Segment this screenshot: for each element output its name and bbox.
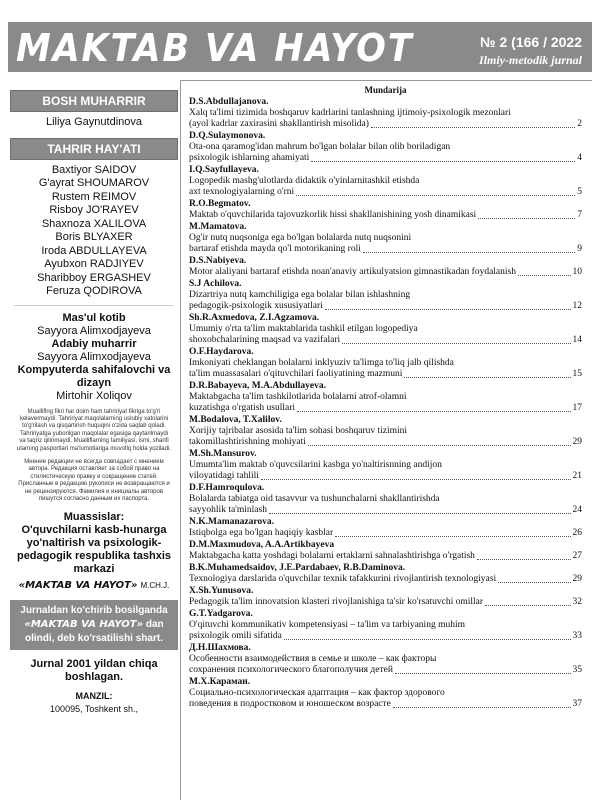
literary-editor-name: Sayyora Alimxodjayeva: [37, 350, 151, 363]
toc-author: М.Х.Караман.: [189, 677, 251, 687]
toc-author: M.Bodalova, T.Xalilov.: [189, 415, 282, 425]
toc-title-line: [189, 267, 582, 278]
layout-designer-label: Kompyuterda sahifalovchi va dizayn: [17, 363, 171, 389]
toc-entry: [189, 313, 582, 346]
toc-title-text: Xorijiy tajribalar asosida ta'lim sohasi boshqaruv tizimini: [189, 426, 408, 436]
toc-entry: [189, 517, 582, 539]
toc-title-text: psixologik ishlarning ahamiyati: [189, 153, 310, 163]
divider: [14, 305, 174, 306]
toc-entry: [189, 449, 582, 482]
toc-author: S.J Achilova.: [189, 279, 242, 289]
toc-leader-dots: [393, 707, 571, 708]
toc-title-line: [189, 324, 582, 335]
toc-page-number: 29: [572, 574, 582, 584]
toc-title-line: [189, 665, 582, 676]
toc-page-number: 7: [577, 210, 582, 220]
toc-title-text: Bolalarda tabiatga oid tasavvur va tushunchalarni shakllantirishda: [189, 494, 440, 504]
toc-entry: [189, 381, 582, 414]
toc-title-text: bartaraf etishda mayda qo'l motorikaning roli: [189, 244, 361, 254]
toc-title-text: Og'ir nutq nuqsoniga ega bo'lgan bolalarda nutq nuqsonini: [189, 233, 412, 243]
toc-title-line: [189, 620, 582, 631]
toc-entry: [189, 415, 582, 448]
toc-title-text: pedagogik-psixologik xususiyatlari: [189, 301, 323, 311]
toc-leader-dots: [518, 275, 571, 276]
board-member: Shaxnoza XALILOVA: [41, 217, 147, 230]
toc-title-line: [189, 119, 582, 130]
toc-leader-dots: [477, 559, 571, 560]
founders-text: O'quvchilarni kasb-hunarga yo'naltirish va psixologik-pedagogik respublika tashxis markazi: [16, 524, 172, 576]
toc-entry: [189, 131, 582, 164]
toc-title-text: поведения в подростковом и юношеском возрасте: [189, 699, 391, 709]
toc-page-number: 32: [572, 597, 582, 607]
toc-title-line: [189, 437, 582, 448]
contents-title: Mundarija: [364, 85, 407, 95]
chief-editor-name: Liliya Gaynutdinova: [45, 116, 142, 128]
toc-title-text: Motor alaliyani bartaraf etishda noan'anaviy artikulyatsion gimnastikadan foydalanish: [189, 267, 516, 277]
toc-author: M.Mamatova.: [189, 222, 247, 232]
toc-title-line: [189, 176, 582, 187]
toc-leader-dots: [363, 252, 575, 253]
address-line: 100095, Toshkent sh.,: [50, 704, 138, 715]
editorial-board-list: [10, 164, 178, 299]
toc-title-line: [189, 699, 582, 710]
founders-suffix: M.CH.J.: [140, 581, 170, 591]
toc-leader-dots: [498, 582, 570, 583]
editorial-sidebar: [10, 82, 178, 800]
toc-leader-dots: [371, 127, 575, 128]
board-member: Feruza QODIROVA: [46, 285, 142, 297]
toc-title-line: [189, 597, 582, 608]
board-member: Boris BLYAXER: [55, 231, 133, 243]
toc-leader-dots: [296, 195, 575, 196]
toc-title-line: [189, 471, 582, 482]
toc-title-text: Социально-психологическая адаптация – как фактор здорового: [189, 688, 445, 698]
toc-leader-dots: [261, 479, 571, 480]
reprint-logo: «MAKTAB VA HAYOT»: [24, 619, 144, 631]
toc-title-line: [189, 210, 582, 221]
toc-title-line: [189, 654, 582, 665]
toc-title-line: [189, 426, 582, 437]
toc-leader-dots: [342, 343, 570, 344]
toc-author: M.Sh.Mansurov.: [189, 449, 257, 459]
chief-editor-heading: BOSH MUHARRIR: [10, 90, 178, 112]
reprint-prefix: Jurnaldan ko'chirib bosilganda: [20, 605, 168, 617]
toc-title-text: viloyatidagi tahlili: [189, 471, 259, 481]
toc-leader-dots: [311, 161, 575, 162]
toc-entry: [189, 199, 582, 221]
toc-page-number: 37: [572, 699, 582, 709]
toc-title-text: Ota-ona qaramog'idan mahrum bo'lgan bolalar bilan olib boriladigan: [189, 142, 451, 152]
board-member: Ayubxon RADJIYEV: [44, 258, 144, 270]
board-member: Baxtiyor SAIDOV: [51, 163, 137, 176]
toc-title-line: [189, 574, 582, 585]
toc-author: D.Q.Sulaymonova.: [189, 131, 266, 141]
toc-list: [189, 97, 582, 710]
editorial-note-ru: Мнение редакции не всегда совпадает с мнением автора. Редакция оставляет за собой право на стилистическую правку и сокращение статей. Присланные в редакцию рукописи не возвращаются и не рецензируются. Фамилия и инициалы авторов пишутся согласно данным их паспорта.: [18, 458, 170, 502]
founders-logo: «MAKTAB VA HAYOT»: [18, 580, 138, 592]
board-member: Iroda ABDULLAYEVA: [41, 244, 147, 257]
toc-author: Sh.R.Axmedova, Z.I.Agzamova.: [189, 313, 320, 323]
toc-title-text: Umumiy o'rta ta'lim maktablarida tashkil etilgan logopediya: [189, 324, 418, 334]
toc-author: R.O.Begmatov.: [189, 199, 251, 209]
toc-title-text: сохранения психологического благополучия детей: [189, 665, 393, 675]
toc-author: X.Sh.Yunusova.: [189, 586, 254, 596]
toc-title-line: [189, 290, 582, 301]
toc-title-text: takomillashtirishning mohiyati: [189, 437, 306, 447]
toc-entry: [189, 165, 582, 198]
toc-entry: [189, 563, 582, 585]
toc-entry: [189, 222, 582, 255]
toc-leader-dots: [284, 639, 571, 640]
toc-leader-dots: [297, 411, 570, 412]
journal-header: [8, 22, 592, 72]
toc-title-line: [189, 142, 582, 153]
toc-title-line: [189, 233, 582, 244]
toc-title-text: Pedagogik ta'lim innovatsion klasteri rivojlanishiga ta'sir ko'rsatuvchi omillar: [189, 597, 484, 607]
toc-entry: [189, 279, 582, 312]
toc-entry: [189, 677, 582, 710]
toc-entry: [189, 256, 582, 278]
toc-page-number: 27: [572, 551, 582, 561]
toc-leader-dots: [335, 536, 570, 537]
toc-page-number: 4: [577, 153, 582, 163]
toc-leader-dots: [404, 377, 570, 378]
toc-author: O.F.Haydarova.: [189, 347, 254, 357]
issue-number: № 2 (166 / 2022: [479, 34, 582, 50]
toc-leader-dots: [325, 309, 571, 310]
toc-title-line: [189, 301, 582, 312]
secretary-label: Mas'ul kotib: [62, 311, 126, 324]
board-member: Rustem REIMOV: [51, 190, 137, 203]
toc-title-line: [189, 335, 582, 346]
toc-author: D.S.Abdullajanova.: [189, 97, 269, 107]
toc-leader-dots: [485, 605, 570, 606]
toc-title-line: [189, 528, 582, 539]
toc-author: D.R.Babayeva, M.A.Abdullayeva.: [189, 381, 326, 391]
toc-title-text: Xalq ta'limi tizimida boshqaruv kadrlarini tanlashning ijtimoiy-psixologik mezonlari: [189, 108, 511, 118]
toc-author: D.F.Hamroqulova.: [189, 483, 265, 493]
toc-title-text: Umumta'lim maktab o'quvcsilarini kasbga yo'naltirisnning andijon: [189, 460, 442, 470]
toc-title-line: [189, 631, 582, 642]
toc-title-line: [189, 244, 582, 255]
table-of-contents: [180, 80, 592, 800]
founded-text: Jurnal 2001 yildan chiqa boshlagan.: [30, 658, 158, 684]
toc-page-number: 15: [572, 369, 582, 379]
toc-page-number: 21: [572, 471, 582, 481]
toc-page-number: 2: [577, 119, 582, 129]
toc-page-number: 24: [572, 505, 582, 515]
toc-entry: [189, 97, 582, 130]
address-label: MANZIL:: [75, 691, 113, 702]
toc-title-line: [189, 369, 582, 380]
journal-subtitle: Ilmiy-metodik jurnal: [478, 53, 582, 67]
toc-page-number: 12: [572, 301, 582, 311]
toc-title-line: [189, 187, 582, 198]
toc-title-line: [189, 153, 582, 164]
toc-title-line: [189, 551, 582, 562]
toc-entry: [189, 586, 582, 608]
toc-title-text: Istiqbolga ega bo'lgan haqiqiy kasblar: [189, 528, 334, 538]
toc-leader-dots: [308, 445, 571, 446]
toc-title-line: [189, 494, 582, 505]
board-member: Risboy JO'RAYEV: [49, 204, 139, 216]
board-member: G'ayrat SHOUMAROV: [38, 177, 150, 189]
journal-title: MAKTAB VA HAYOT: [16, 26, 414, 70]
reprint-notice: [10, 600, 178, 650]
toc-title-text: sayyohlik ta'minlash: [189, 505, 267, 515]
layout-designer-name: Mirtohir Xoliqov: [56, 389, 132, 402]
toc-title-line: [189, 392, 582, 403]
toc-entry: [189, 540, 582, 562]
board-member: Sharibboy ERGASHEV: [37, 271, 151, 284]
literary-editor-label: Adabiy muharrir: [51, 337, 137, 350]
toc-entry: [189, 483, 582, 516]
toc-author: G.T.Yadgarova.: [189, 609, 253, 619]
toc-title-line: [189, 688, 582, 699]
founders-logo-line: [10, 579, 178, 592]
toc-title-text: Texnologiya darslarida o'quvchilar texnik tafakkurini rivojlantirish texnologiyasi: [189, 574, 497, 584]
toc-title-text: Maktabgacha katta yoshdagi bolalarni ertaklarni sahnalashtirishga o'rgatish: [189, 551, 475, 561]
toc-page-number: 35: [572, 665, 582, 675]
toc-title-line: [189, 403, 582, 414]
toc-page-number: 14: [572, 335, 582, 345]
toc-leader-dots: [478, 218, 575, 219]
toc-title-text: O'qituvchi kommunikativ kompetensiyasi – ta'lim va tarbiyaning muhim: [189, 620, 465, 630]
toc-title-line: [189, 460, 582, 471]
toc-author: D.M.Maxmudova, A.A.Artikbayeva: [189, 540, 335, 550]
toc-entry: [189, 347, 582, 380]
toc-title-text: Maktabgacha ta'lim tashkilotlarida bolalarni atrof-olamni: [189, 392, 407, 402]
toc-page-number: 33: [572, 631, 582, 641]
toc-title-text: Logopedik mashg'ulotlarda didaktik o'yinlarnitashkil etishda: [189, 176, 420, 186]
reprint-suffix: dan olindi, deb ko'rsatilishi shart.: [25, 619, 164, 645]
toc-title-text: Imkoniyati cheklangan bolalarni inklyuziv ta'limga to'liq jalb qilishda: [189, 358, 454, 368]
secretary-name: Sayyora Alimxodjayeva: [37, 324, 151, 337]
toc-title-line: [189, 358, 582, 369]
toc-title-text: ta'lim muassasalari o'qituvchilari faoliyatining mazmuni: [189, 369, 403, 379]
toc-author: B.K.Muhamedsaidov, J.E.Pardabaev, R.B.Daminova.: [189, 563, 406, 573]
toc-title-text: Особенности взаимодействия в семье и школе – как факторы: [189, 654, 437, 664]
toc-author: D.S.Nabiyeva.: [189, 256, 247, 266]
toc-entry: [189, 643, 582, 676]
toc-page-number: 10: [572, 267, 582, 277]
toc-title-text: Dizartriya nutq kamchiligiga ega bolalar bilan ishlashning: [189, 290, 411, 300]
toc-author: Д.Н.Шахмова.: [189, 643, 251, 653]
toc-title-text: axt texnologiyalarning o'rni: [189, 187, 295, 197]
toc-entry: [189, 609, 582, 642]
toc-title-text: shoxobchalarining maqsad va vazifalari: [189, 335, 341, 345]
toc-author: I.Q.Sayfullayeva.: [189, 165, 259, 175]
editorial-note-uz: Mualliflng fikri har doim ham tahririyat fikriga to'g'ri kelavermaydi. Tahririyat maqolalarning uslubiy xatolarini to'g'rilash va qisqartirish huquqini o'zida saqlab qoladi. Tahririyatga yuborilgan maqolalar egasiga qaytarilmaydi va taqriz qilinmaydi. Mualliflarning familiyasi, ismi, sharifi ularning pasportlari ma'lumotlariga muvofiq holda yoziladi.: [17, 408, 171, 452]
toc-page-number: 5: [577, 187, 582, 197]
toc-title-text: (ayol kadrlar zaxirasini shakllantirish misolida): [189, 119, 369, 129]
editorial-board-heading: TAHRIR HAY'ATI: [10, 138, 178, 160]
toc-title-text: kuzatishga o'rgatish usullari: [189, 403, 296, 413]
toc-page-number: 26: [572, 528, 582, 538]
toc-leader-dots: [269, 513, 571, 514]
toc-title-line: [189, 108, 582, 119]
toc-author: N.K.Mamanazarova.: [189, 517, 275, 527]
toc-title-text: psixologik omili sifatida: [189, 631, 282, 641]
toc-page-number: 29: [572, 437, 582, 447]
toc-page-number: 9: [577, 244, 582, 254]
toc-leader-dots: [395, 673, 571, 674]
toc-title-text: Maktab o'quvchilarida tajovuzkorlik hissi shakllanishining yosh dinamikasi: [189, 210, 477, 220]
toc-title-line: [189, 505, 582, 516]
toc-page-number: 17: [572, 403, 582, 413]
founders-label: Muassislar:: [63, 511, 125, 524]
